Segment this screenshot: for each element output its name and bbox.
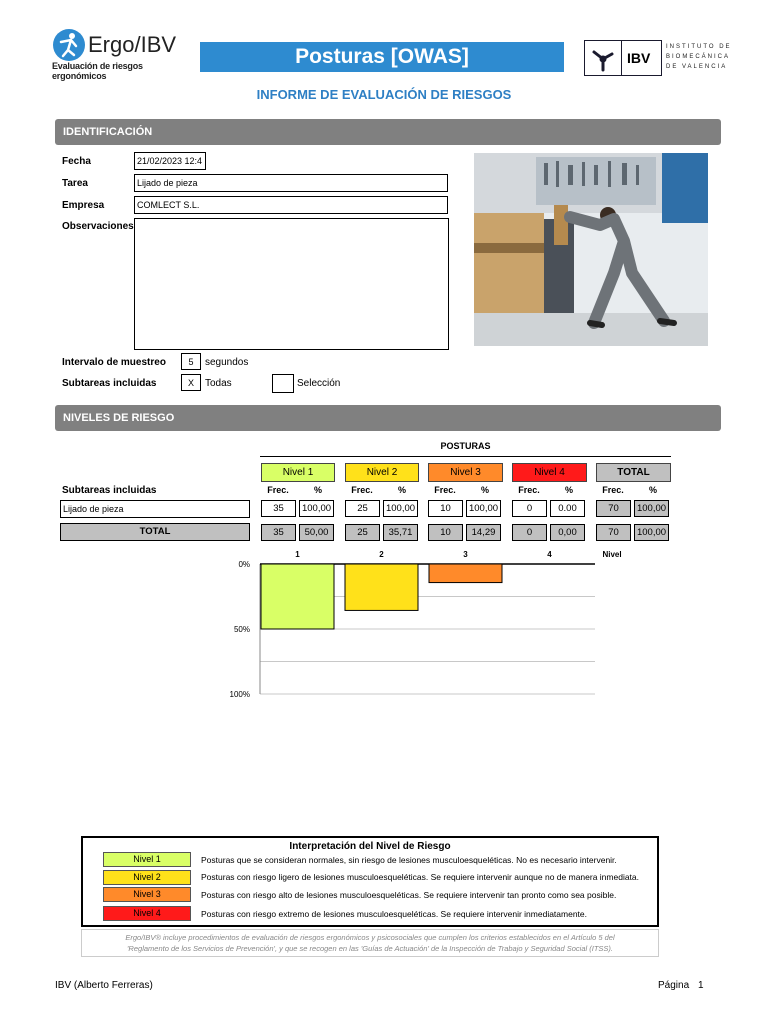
ergo-logo xyxy=(52,28,192,81)
subtareas-label: Subtareas incluidas xyxy=(62,378,157,389)
row-cell-frec: 10 xyxy=(428,500,463,517)
tarea-field[interactable]: Lijado de pieza xyxy=(134,174,448,192)
row-cell-frec: 25 xyxy=(345,500,380,517)
bar-nivel-1 xyxy=(261,564,334,629)
logo-brand: Ergo/IBV xyxy=(88,32,177,57)
row-task-name: Lijado de pieza xyxy=(60,500,250,518)
row-cell-pct: 100,00 xyxy=(299,500,334,517)
page-title: Posturas [OWAS] xyxy=(200,42,564,72)
frec-header: Frec. xyxy=(267,485,289,495)
institute-name: INSTITUTO DE BIOMECÁNICA DE VALENCIA xyxy=(666,44,732,70)
x-tick-label: 1 xyxy=(295,550,300,559)
ibv-figure-icon xyxy=(589,45,617,73)
x-tick-label: 2 xyxy=(379,550,384,559)
pct-header: % xyxy=(397,485,406,495)
total-cell-pct: 14,29 xyxy=(466,524,501,541)
row-cell-frec: 35 xyxy=(261,500,296,517)
logo-subtitle: Evaluación de riesgos ergonómicos xyxy=(52,61,143,81)
bar-nivel-2 xyxy=(345,564,418,610)
frec-header: Frec. xyxy=(351,485,373,495)
empresa-field[interactable]: COMLECT S.L. xyxy=(134,196,448,214)
legend-level2-swatch: Nivel 2 xyxy=(103,870,191,885)
legend-level4-text: Posturas con riesgo extremo de lesiones musculoesqueléticas. Se requiere intervenir inmediatamente. xyxy=(201,909,588,919)
level1-header: Nivel 1 xyxy=(261,463,335,482)
observaciones-label: Observaciones xyxy=(62,221,134,232)
report-title: INFORME DE EVALUACIÓN DE RIESGOS xyxy=(256,87,512,102)
fecha-field[interactable]: 21/02/2023 12:4 xyxy=(134,152,206,170)
total-cell-frec: 70 xyxy=(596,524,631,541)
row-cell-frec: 70 xyxy=(596,500,631,517)
risk-section-header: NIVELES DE RIESGO xyxy=(55,405,721,431)
total-cell-frec: 35 xyxy=(261,524,296,541)
identification-section-header: IDENTIFICACIÓN xyxy=(55,119,721,145)
row-cell-pct: 0.00 xyxy=(550,500,585,517)
legend-level1-text: Posturas que se consideran normales, sin riesgo de lesiones musculoesqueléticas. No es necesario intervenir. xyxy=(201,855,617,865)
row-cell-pct: 100,00 xyxy=(634,500,669,517)
total-header: TOTAL xyxy=(596,463,671,482)
row-cell-pct: 100,00 xyxy=(466,500,501,517)
frec-header: Frec. xyxy=(434,485,456,495)
ibv-logo xyxy=(584,40,662,76)
posturas-label: POSTURAS xyxy=(440,441,491,451)
todas-label: Todas xyxy=(205,378,232,389)
row-cell-frec: 0 xyxy=(512,500,547,517)
ibv-logo-text: IBV xyxy=(627,50,651,66)
fecha-label: Fecha xyxy=(62,156,91,167)
row-cell-pct: 100,00 xyxy=(383,500,418,517)
y-tick-label: 0% xyxy=(238,560,250,569)
intervalo-label: Intervalo de muestreo xyxy=(62,357,166,368)
pct-header: % xyxy=(648,485,657,495)
level3-header: Nivel 3 xyxy=(428,463,503,482)
x-axis-label: Nivel xyxy=(602,550,622,559)
frec-header: Frec. xyxy=(518,485,540,495)
total-cell-pct: 100,00 xyxy=(634,524,669,541)
total-cell-pct: 0,00 xyxy=(550,524,585,541)
seleccion-label: Selección xyxy=(297,378,341,389)
x-tick-label: 4 xyxy=(547,550,552,559)
footer-page-number: 1 xyxy=(698,980,704,991)
footnote-line-1: Ergo/IBV® incluye procedimientos de evaluación de riesgos ergonómicos y psicosociales que cumplen los criterios establecidos en el Artículo 5 del xyxy=(125,933,615,942)
posturas-divider xyxy=(260,456,671,457)
total-cell-frec: 10 xyxy=(428,524,463,541)
task-photo xyxy=(474,153,708,346)
footnote-box xyxy=(81,929,659,957)
tarea-label: Tarea xyxy=(62,178,88,189)
intervalo-unit: segundos xyxy=(205,357,249,368)
ergo-person-icon xyxy=(52,28,86,62)
total-row-label: TOTAL xyxy=(60,523,250,541)
pct-header: % xyxy=(480,485,489,495)
legend-level1-swatch: Nivel 1 xyxy=(103,852,191,867)
subtareas-col-label: Subtareas incluidas xyxy=(62,485,157,496)
observaciones-field[interactable] xyxy=(134,218,449,350)
total-cell-frec: 25 xyxy=(345,524,380,541)
risk-level-chart xyxy=(220,545,640,705)
level2-header: Nivel 2 xyxy=(345,463,419,482)
footer-author: IBV (Alberto Ferreras) xyxy=(55,980,153,991)
total-cell-frec: 0 xyxy=(512,524,547,541)
legend-level3-text: Posturas con riesgo alto de lesiones musculoesqueléticas. Se requiere intervenir tan pronto como sea posible. xyxy=(201,890,617,900)
interpretation-title: Interpretación del Nivel de Riesgo xyxy=(289,841,451,852)
frec-header: Frec. xyxy=(602,485,624,495)
footer-page-label: Página xyxy=(658,980,690,991)
pct-header: % xyxy=(564,485,573,495)
legend-level2-text: Posturas con riesgo ligero de lesiones musculoesqueléticas. Se requiere intervenir aunque no de manera inmediata. xyxy=(201,872,640,882)
intervalo-field[interactable]: 5 xyxy=(181,353,201,370)
level4-header: Nivel 4 xyxy=(512,463,587,482)
footnote-line-2: 'Reglamento de los Servicios de Prevención', y que se recogen en las 'Guías de Actuación' de la Inspección de Trabajo y Seguridad Social (ITSS). xyxy=(127,944,613,953)
empresa-label: Empresa xyxy=(62,200,105,211)
x-tick-label: 3 xyxy=(463,550,468,559)
legend-level4-swatch: Nivel 4 xyxy=(103,906,191,921)
interpretation-box xyxy=(81,836,659,927)
total-cell-pct: 50,00 xyxy=(299,524,334,541)
seleccion-checkbox[interactable] xyxy=(272,374,294,393)
y-tick-label: 50% xyxy=(233,625,250,634)
legend-level3-swatch: Nivel 3 xyxy=(103,887,191,902)
total-cell-pct: 35,71 xyxy=(383,524,418,541)
todas-checkbox[interactable]: X xyxy=(181,374,201,391)
bar-nivel-3 xyxy=(429,564,502,583)
y-tick-label: 100% xyxy=(229,690,250,699)
pct-header: % xyxy=(313,485,322,495)
